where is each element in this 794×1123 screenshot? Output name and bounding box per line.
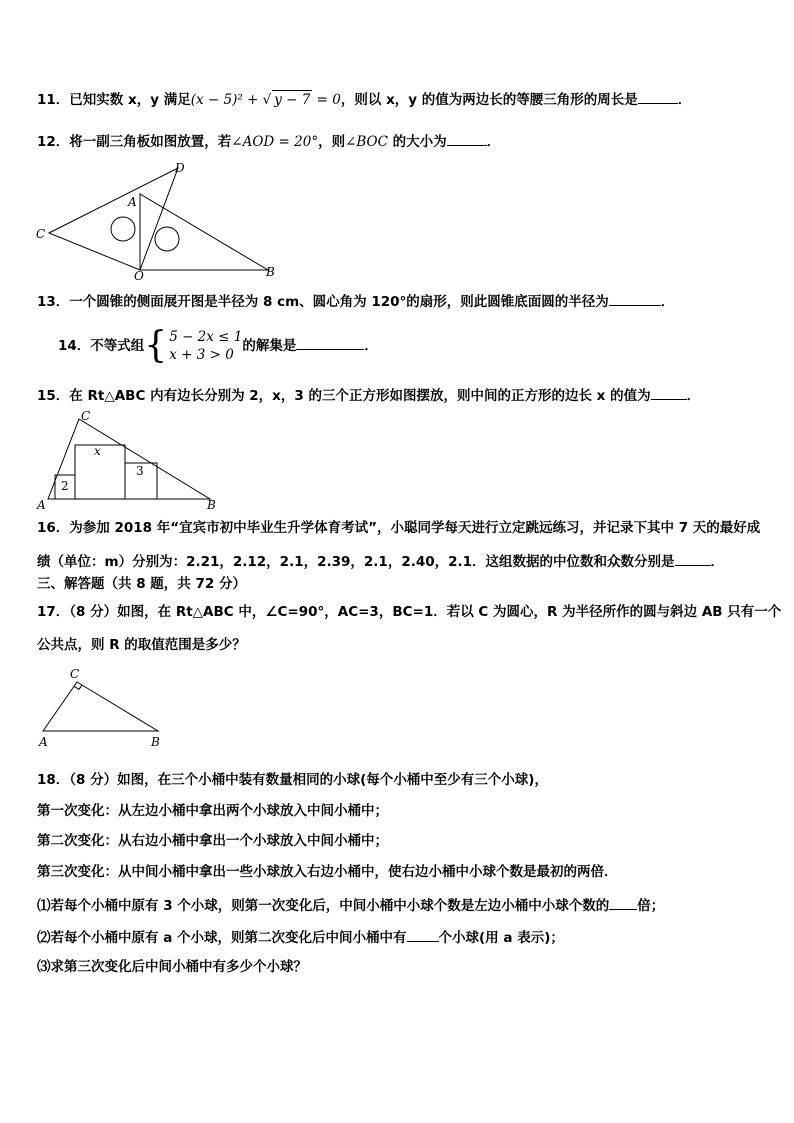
q11-text: 已知实数 x，y 满足	[69, 92, 191, 108]
q12-figure-triangles	[30, 158, 290, 283]
question-18-step2: 第二次变化：从右边小桶中拿出一个小球放入中间小桶中；	[37, 833, 388, 849]
q11-number: 11．	[37, 92, 70, 108]
q15-text: 在 Rt△ABC 内有边长分别为 2，x，3 的三个正方形如图摆放，则中间的正方形的边长 x 的值为	[69, 388, 651, 404]
q12-circle-left	[111, 217, 135, 241]
q15-figure-squares	[35, 407, 235, 512]
q17-right-angle-mark	[74, 685, 82, 689]
q15-triangle-abc	[48, 419, 210, 499]
q12-angle: ∠AOD = 20°	[231, 134, 319, 150]
q14-text: 不等式组	[90, 338, 145, 354]
q14-answer-blank	[296, 335, 364, 350]
question-11: 11．已知实数 x，y 满足(x − 5)² + √ y − 7 = 0，则以 x，y 的值为两边长的等腰三角形的周长是 ．	[37, 89, 691, 109]
q14-inequality-system: { 5 − 2x ≤ 1 x + 3 > 0	[144, 325, 243, 366]
question-12: 12．将一副三角板如图放置，若∠AOD = 20°，则∠BOC 的大小为 ．	[37, 131, 500, 151]
svg-text:3: 3	[136, 464, 144, 478]
question-18-step1: 第一次变化：从左边小桶中拿出两个小球放入中间小桶中；	[37, 803, 388, 819]
q12-text: 将一副三角板如图放置，若	[69, 134, 232, 150]
section-3-heading: 三、解答题（共 8 题，共 72 分）	[37, 576, 246, 592]
q14-number: 14．	[58, 338, 91, 354]
question-17-line1: 17．（8 分）如图，在 Rt△ABC 中，∠C=90°，AC=3，BC=1．若以 C 为圆心，R 为半径所作的圆与斜边 AB 只有一个	[37, 604, 782, 620]
q18-part2-blank	[407, 927, 439, 942]
svg-text:C: C	[81, 409, 91, 423]
q16-answer-blank	[675, 551, 711, 566]
question-18-part1: ⑴若每个小桶中原有 3 个小球，则第一次变化后，中间小桶中小球个数是左边小桶中小球个数的 倍；	[37, 895, 664, 915]
q15-number: 15．	[37, 388, 70, 404]
question-13: 13．一个圆锥的侧面展开图是半径为 8 cm、圆心角为 120°的扇形，则此圆锥底面圆的半径为 ．	[37, 291, 674, 311]
q12-triangle-aob	[140, 194, 268, 270]
question-18-part2: ⑵若每个小桶中原有 a 个小球，则第二次变化后中间小桶中有 个小球(用 a 表示)；	[37, 927, 564, 947]
question-16-line2: 绩（单位：m）分别为：2.21，2.12，2.1，2.39，2.1，2.40，2.1．这组数据的中位数和众数分别是 ．	[37, 551, 724, 571]
q13-text: 一个圆锥的侧面展开图是半径为 8 cm、圆心角为 120°的扇形，则此圆锥底面圆的半径为	[69, 294, 609, 310]
q12-angle-boc: ∠BOC	[345, 134, 388, 150]
svg-text:x: x	[94, 444, 101, 458]
question-18-part3: ⑶求第三次变化后中间小桶中有多少个小球？	[37, 959, 307, 975]
q12-number: 12．	[37, 134, 70, 150]
question-16-line1	[37, 519, 760, 537]
q16-number: 16．	[37, 520, 70, 536]
q13-number: 13．	[37, 294, 70, 310]
svg-text:O: O	[134, 269, 144, 283]
q11-question: ，则以 x，y 的值为两边长的等腰三角形的周长是	[340, 92, 638, 108]
q11-sqrt: y − 7	[274, 92, 311, 108]
svg-text:C: C	[36, 227, 46, 241]
question-17-line2: 公共点，则 R 的取值范围是多少？	[37, 637, 246, 653]
q12-triangle-cod	[49, 168, 178, 270]
q17-figure-right-triangle	[35, 665, 175, 750]
svg-text:D: D	[175, 161, 185, 175]
question-14: 14．不等式组 { 5 − 2x ≤ 1 x + 3 > 0 的解集是 ．	[58, 325, 378, 366]
svg-text:B: B	[151, 735, 160, 749]
question-18-intro: 18．（8 分）如图，在三个小桶中装有数量相同的小球(每个小桶中至少有三个小球)，	[37, 772, 548, 788]
question-18-step3: 第三次变化：从中间小桶中拿出一些小球放入右边小桶中，使右边小桶中小球个数是最初的两倍．	[37, 864, 618, 880]
q17-triangle-abc	[43, 682, 158, 731]
q12-answer-blank	[447, 131, 487, 146]
q18-part1-blank	[609, 895, 637, 910]
q11-answer-blank	[638, 89, 678, 104]
q15-answer-blank	[651, 385, 687, 400]
question-15: 15．在 Rt△ABC 内有边长分别为 2，x，3 的三个正方形如图摆放，则中间的正方形的边长 x 的值为 ．	[37, 385, 700, 405]
q12-circle-right	[155, 227, 179, 251]
q13-answer-blank	[609, 291, 661, 306]
svg-text:2: 2	[61, 479, 69, 493]
svg-text:A: A	[128, 195, 137, 209]
svg-text:B: B	[207, 498, 216, 512]
svg-text:A: A	[37, 498, 46, 512]
svg-text:C: C	[70, 667, 80, 681]
svg-text:B: B	[266, 265, 275, 279]
q16-text: 为参加 2018 年“宜宾市初中毕业生升学体育考试”，小聪同学每天进行立定跳远练习，并记录下其中 7 天的最好成	[69, 520, 761, 536]
q11-formula: (x − 5)² +	[190, 92, 263, 108]
svg-text:A: A	[39, 735, 48, 749]
